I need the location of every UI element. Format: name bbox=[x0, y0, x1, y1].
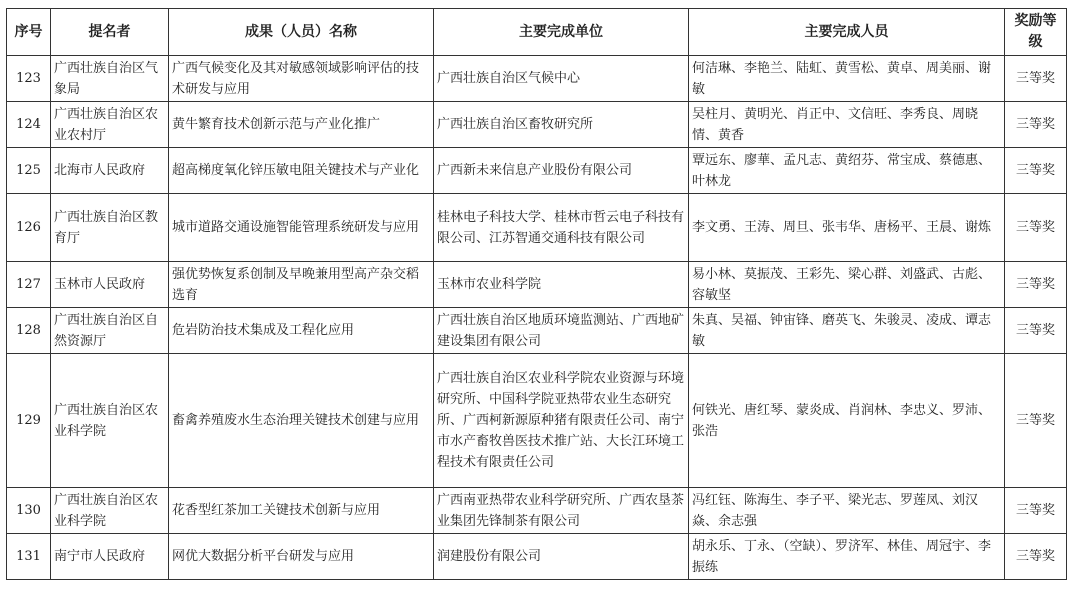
row-number: 123 bbox=[7, 56, 51, 102]
award-cell: 三等奖 bbox=[1005, 534, 1067, 580]
people-cell: 易小林、莫振茂、王彩先、梁心群、刘盛武、古彪、容敏坚 bbox=[689, 262, 1005, 308]
award-cell: 三等奖 bbox=[1005, 56, 1067, 102]
title-cell: 花香型红茶加工关键技术创新与应用 bbox=[169, 488, 434, 534]
row-number: 129 bbox=[7, 354, 51, 488]
award-cell: 三等奖 bbox=[1005, 262, 1067, 308]
title-cell: 城市道路交通设施智能管理系统研发与应用 bbox=[169, 194, 434, 262]
nominator-cell: 广西壮族自治区农业科学院 bbox=[51, 354, 169, 488]
units-cell: 玉林市农业科学院 bbox=[434, 262, 689, 308]
table-row bbox=[7, 308, 1067, 354]
award-table bbox=[6, 8, 1067, 580]
people-cell: 何铁光、唐红琴、蒙炎成、肖润林、李忠义、罗沛、张浩 bbox=[689, 354, 1005, 488]
units-cell: 润建股份有限公司 bbox=[434, 534, 689, 580]
row-number: 130 bbox=[7, 488, 51, 534]
header-row bbox=[7, 9, 1067, 56]
units-cell: 桂林电子科技大学、桂林市哲云电子科技有限公司、江苏智通交通科技有限公司 bbox=[434, 194, 689, 262]
award-cell: 三等奖 bbox=[1005, 488, 1067, 534]
row-number: 125 bbox=[7, 148, 51, 194]
table-row bbox=[7, 488, 1067, 534]
people-cell: 冯红钰、陈海生、李子平、梁光志、罗莲凤、刘汉焱、余志强 bbox=[689, 488, 1005, 534]
title-cell: 强优势恢复系创制及早晚兼用型高产杂交稻选育 bbox=[169, 262, 434, 308]
title-cell: 畜禽养殖废水生态治理关键技术创建与应用 bbox=[169, 354, 434, 488]
nominator-cell: 北海市人民政府 bbox=[51, 148, 169, 194]
header-award: 奖励等级 bbox=[1005, 9, 1067, 56]
people-cell: 吴柱月、黄明光、肖正中、文信旺、李秀良、周晓情、黄香 bbox=[689, 102, 1005, 148]
nominator-cell: 广西壮族自治区自然资源厅 bbox=[51, 308, 169, 354]
award-cell: 三等奖 bbox=[1005, 194, 1067, 262]
units-cell: 广西壮族自治区畜牧研究所 bbox=[434, 102, 689, 148]
units-cell: 广西南亚热带农业科学研究所、广西农垦茶业集团先锋制茶有限公司 bbox=[434, 488, 689, 534]
units-cell: 广西壮族自治区农业科学院农业资源与环境研究所、中国科学院亚热带农业生态研究所、广西柯新源原种猪有限责任公司、南宁市水产畜牧兽医技术推广站、大长江环境工程技术有限责任公司 bbox=[434, 354, 689, 488]
people-cell: 覃远东、廖華、孟凡志、黄绍芬、常宝成、蔡德惠、叶林龙 bbox=[689, 148, 1005, 194]
award-list bbox=[6, 8, 1067, 580]
title-cell: 网优大数据分析平台研发与应用 bbox=[169, 534, 434, 580]
table-row bbox=[7, 534, 1067, 580]
table-row bbox=[7, 354, 1067, 488]
award-cell: 三等奖 bbox=[1005, 308, 1067, 354]
units-cell: 广西壮族自治区地质环境监测站、广西地矿建设集团有限公司 bbox=[434, 308, 689, 354]
table-row bbox=[7, 102, 1067, 148]
nominator-cell: 广西壮族自治区教育厅 bbox=[51, 194, 169, 262]
award-cell: 三等奖 bbox=[1005, 102, 1067, 148]
nominator-cell: 南宁市人民政府 bbox=[51, 534, 169, 580]
units-cell: 广西新未来信息产业股份有限公司 bbox=[434, 148, 689, 194]
header-nominator: 提名者 bbox=[51, 9, 169, 56]
nominator-cell: 广西壮族自治区农业科学院 bbox=[51, 488, 169, 534]
row-number: 127 bbox=[7, 262, 51, 308]
nominator-cell: 广西壮族自治区农业农村厅 bbox=[51, 102, 169, 148]
people-cell: 何洁琳、李艳兰、陆虹、黄雪松、黄卓、周美丽、谢敏 bbox=[689, 56, 1005, 102]
nominator-cell: 广西壮族自治区气象局 bbox=[51, 56, 169, 102]
table-row bbox=[7, 56, 1067, 102]
award-cell: 三等奖 bbox=[1005, 354, 1067, 488]
header-no: 序号 bbox=[7, 9, 51, 56]
title-cell: 广西气候变化及其对敏感领域影响评估的技术研发与应用 bbox=[169, 56, 434, 102]
people-cell: 胡永乐、丁永、（空缺）、罗济军、林佳、周冠宇、李振练 bbox=[689, 534, 1005, 580]
units-cell: 广西壮族自治区气候中心 bbox=[434, 56, 689, 102]
title-cell: 危岩防治技术集成及工程化应用 bbox=[169, 308, 434, 354]
row-number: 126 bbox=[7, 194, 51, 262]
title-cell: 黄牛繁育技术创新示范与产业化推广 bbox=[169, 102, 434, 148]
title-cell: 超高梯度氧化锌压敏电阻关键技术与产业化 bbox=[169, 148, 434, 194]
row-number: 128 bbox=[7, 308, 51, 354]
row-number: 131 bbox=[7, 534, 51, 580]
header-people: 主要完成人员 bbox=[689, 9, 1005, 56]
award-cell: 三等奖 bbox=[1005, 148, 1067, 194]
nominator-cell: 玉林市人民政府 bbox=[51, 262, 169, 308]
table-row bbox=[7, 194, 1067, 262]
table-row bbox=[7, 148, 1067, 194]
people-cell: 朱真、吴福、钟宙锋、磨英飞、朱骏灵、凌成、谭志敏 bbox=[689, 308, 1005, 354]
table-row bbox=[7, 262, 1067, 308]
header-title: 成果（人员）名称 bbox=[169, 9, 434, 56]
row-number: 124 bbox=[7, 102, 51, 148]
header-units: 主要完成单位 bbox=[434, 9, 689, 56]
people-cell: 李文勇、王涛、周旦、张韦华、唐杨平、王晨、谢炼 bbox=[689, 194, 1005, 262]
